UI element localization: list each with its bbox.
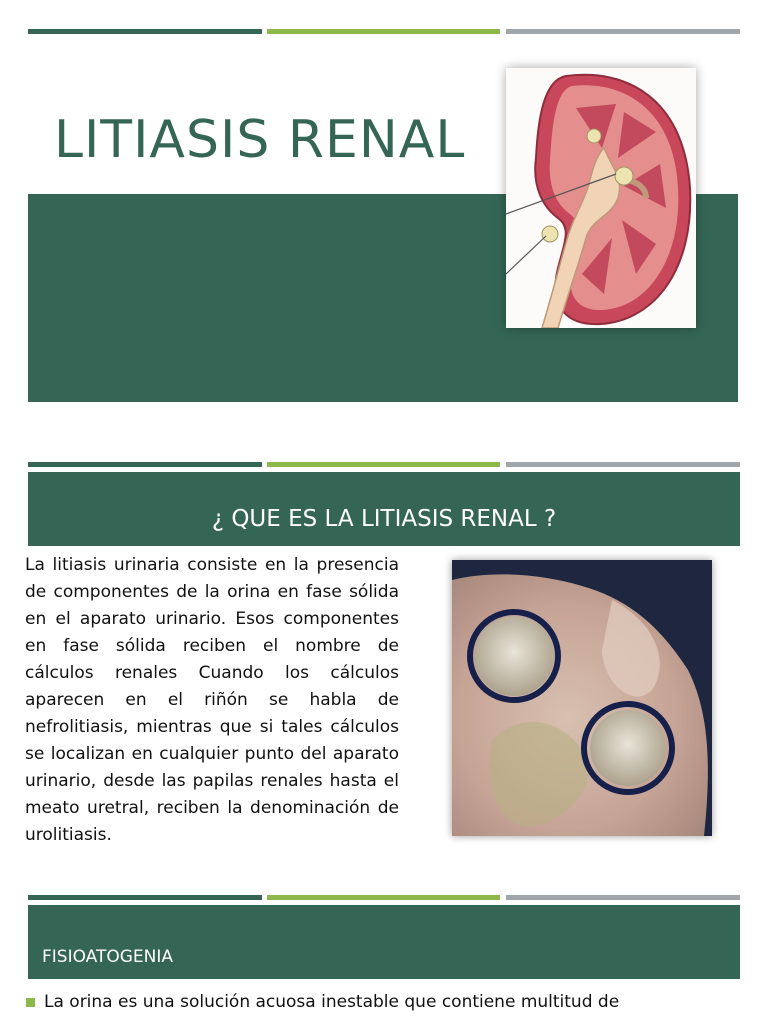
slide3-header [28,905,740,979]
slide3-title: FISIOATOGENIA [42,947,174,967]
slide2-rule-green [267,462,500,467]
slide2-title: ¿ QUE ES LA LITIASIS RENAL ? [211,506,557,532]
slide2-rule-dark [28,462,262,467]
top-rule-dark [28,29,262,34]
slide2-rule-gray [506,462,740,467]
slide3-rule-green [267,895,500,900]
slide2-header [28,472,740,546]
top-rule-green [267,29,500,34]
definition-text: La litiasis urinaria consiste en la presencia de componentes de la orina en fase sólida en el aparato urinario. Esos componentes en fase sólida reciben el nombre de cálculos renales Cuando los cálculos aparecen en el riñón se habla de nefrolitiasis, mientras que si tales cálculos se localizan en cualquier punto del aparato urinario, desde las papilas renales hasta el meato uretral, reciben la denominación de urolitiasis. [25,555,399,845]
slide-title: LITIASIS RENAL [54,110,466,170]
top-rule-gray [506,29,740,34]
kidney-illustration [506,68,696,328]
bullet-text: La orina es una solución acuosa inestable que contiene multitud de [44,992,620,1012]
bullet-square-icon [26,998,35,1007]
slide3-rule-gray [506,895,740,900]
kidney-stones-photo [452,560,712,836]
slide3-rule-dark [28,895,262,900]
